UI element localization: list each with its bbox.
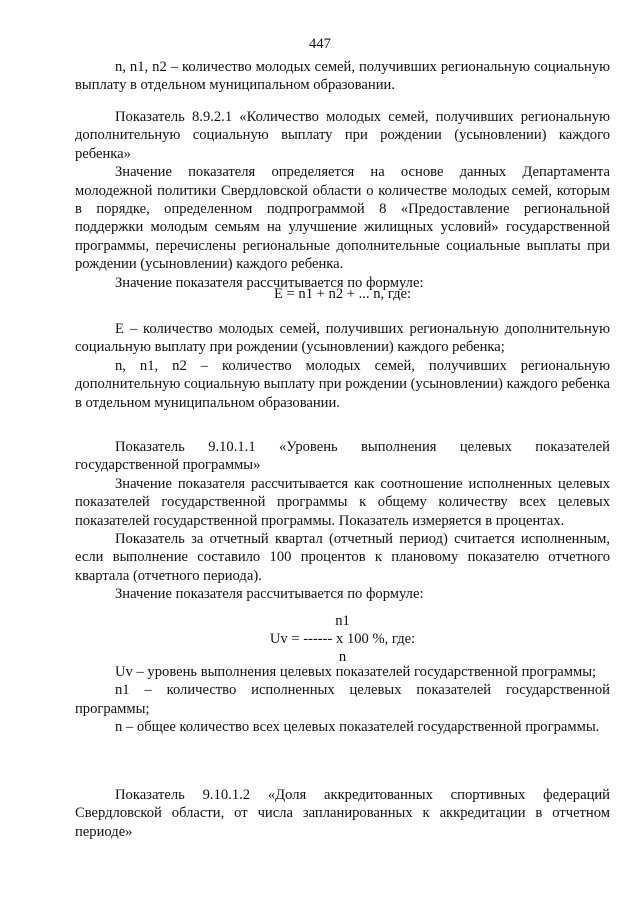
formula-uv-numerator: n1 xyxy=(335,613,350,629)
paragraph-n-definition xyxy=(75,58,610,95)
definition-n1: n1 – количество исполненных целевых показателей государственной программы; xyxy=(75,682,610,717)
definition-n: n – общее количество всех целевых показателей государственной программы. xyxy=(115,719,600,736)
indicator-heading: Показатель 8.9.2.1 «Количество молодых семей, получивших региональную дополнительную социальную выплату при рождении (усыновлении) каждого ребенка» xyxy=(75,109,610,162)
formula-uv: Uv = ------ x 100 %, где: xyxy=(269,631,416,647)
paragraph-text: Значение показателя рассчитывается по формуле: xyxy=(115,586,424,603)
indicator-8-9-2-1-block xyxy=(75,108,610,292)
indicator-heading: Показатель 9.10.1.2 «Доля аккредитованных спортивных федераций Свердловской области, от числа запланированных к аккредитации в отчетном периоде» xyxy=(75,787,610,840)
paragraph-text: Показатель за отчетный квартал (отчетный период) считается исполненным, если выполнение составило 100 процентов к плановому показателю отчетного квартала (отчетного периода). xyxy=(75,531,610,584)
definition-e: E – количество молодых семей, получивших региональную дополнительную социальную выплату при рождении (усыновлении) каждого ребенка; xyxy=(75,321,610,356)
definition-uv: Uv – уровень выполнения целевых показателей государственной программы; xyxy=(115,664,597,680)
formula-uv-definitions xyxy=(75,663,610,737)
page-number: 447 xyxy=(309,36,331,52)
formula-e: E = n1 + n2 + ... n, где: xyxy=(273,286,412,302)
paragraph-text: Значение показателя рассчитывается по формуле: xyxy=(115,274,424,291)
paragraph-text: n, n1, n2 – количество молодых семей, получивших региональную социальную выплату в отдельном муниципальном образовании. xyxy=(75,59,610,94)
indicator-9-10-1-2-block xyxy=(75,786,610,841)
formula-uv-denominator: n xyxy=(338,649,347,665)
formula-e-definitions xyxy=(75,320,610,412)
paragraph-text: Значение показателя рассчитывается как соотношение исполненных целевых показателей государственной программы к общему количеству всех целевых показателей государственной программы. Показатель измеряется в процентах. xyxy=(75,475,610,529)
indicator-heading: Показатель 9.10.1.1 «Уровень выполнения целевых показателей государственной программы» xyxy=(75,439,610,474)
definition-n: n, n1, n2 – количество молодых семей, получивших региональную дополнительную социальную выплату при рождении (усыновлении) каждого ребенка в отдельном муниципальном образовании. xyxy=(75,357,610,411)
indicator-9-10-1-1-block xyxy=(75,438,610,604)
paragraph-text: Значение показателя определяется на основе данных Департамента молодежной политики Свердловской области о количестве молодых семей, которым в порядке, определенном подпрограммой 8 «Предоставление региональной поддержки молодым семьям на улучшение жилищных условий» государственной программы, перечислены региональные дополнительные социальные выплаты при рождении (усыновлении) каждого ребенка. xyxy=(75,164,610,273)
